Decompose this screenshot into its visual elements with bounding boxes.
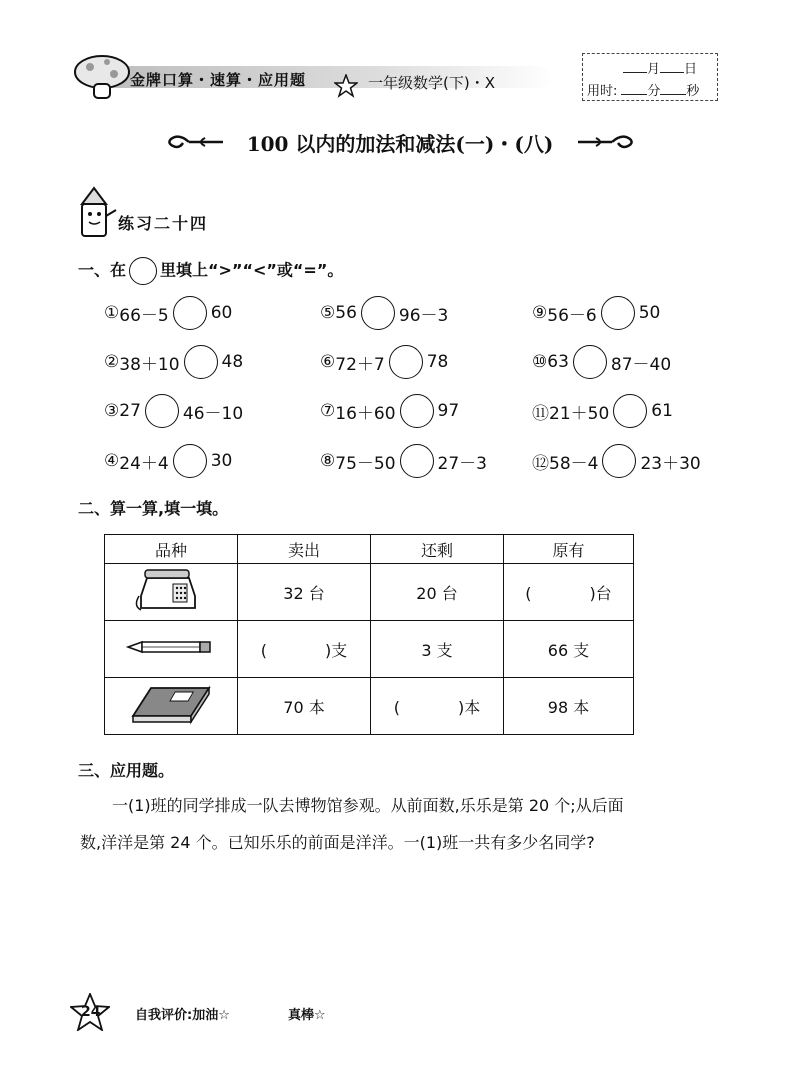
left-expression: 72＋7 bbox=[335, 354, 385, 375]
table-row bbox=[105, 678, 634, 735]
item-number: ⑫ bbox=[532, 453, 549, 474]
right-expression: 87－40 bbox=[610, 354, 672, 375]
problem-line-1: 一(1)班的同学排成一队去博物馆参观。从前面数,乐乐是第 20 个;从后面 bbox=[112, 796, 624, 815]
answer-circle[interactable] bbox=[601, 296, 635, 330]
page-number: 24 bbox=[81, 1004, 101, 1020]
brand-title: 金牌口算・速算・应用题 bbox=[130, 71, 307, 89]
left-expression: 21＋50 bbox=[549, 403, 610, 424]
right-expression: 97 bbox=[437, 401, 460, 421]
mushroom-icon bbox=[72, 52, 132, 106]
original-pencil: 66 支 bbox=[504, 621, 634, 678]
paren-open: ( bbox=[260, 640, 267, 660]
section2-heading: 二、算一算,填一填。 bbox=[78, 499, 229, 518]
right-expression: 27－3 bbox=[437, 453, 487, 474]
comparison-item bbox=[532, 296, 660, 330]
left-expression: 27 bbox=[119, 401, 141, 421]
item-number: ⑧ bbox=[320, 451, 336, 471]
left-expression: 58－4 bbox=[549, 453, 599, 474]
sold-phone: 32 台 bbox=[238, 564, 371, 621]
day-blank[interactable] bbox=[660, 60, 684, 73]
answer-circle[interactable] bbox=[184, 345, 218, 379]
sales-table bbox=[104, 534, 634, 735]
section1-label-a: 一、在 bbox=[78, 260, 127, 280]
right-expression: 48 bbox=[221, 352, 244, 372]
paren-close-unit: )本 bbox=[458, 697, 481, 717]
page-title: 100 以内的加法和减法(一)・(八) bbox=[246, 132, 554, 156]
paren-close-unit: )支 bbox=[325, 640, 348, 660]
notebook-icon bbox=[105, 678, 238, 735]
header-left: 还剩 bbox=[371, 535, 504, 564]
right-expression: 60 bbox=[210, 303, 233, 323]
header-original: 原有 bbox=[504, 535, 634, 564]
original-phone-blank[interactable] bbox=[504, 564, 634, 621]
left-expression: 75－50 bbox=[335, 453, 396, 474]
answer-circle[interactable] bbox=[573, 345, 607, 379]
section3-heading: 三、应用题。 bbox=[78, 761, 175, 780]
comparison-item bbox=[104, 394, 243, 428]
left-phone: 20 台 bbox=[371, 564, 504, 621]
sold-pencil-blank[interactable] bbox=[238, 621, 371, 678]
answer-circle[interactable] bbox=[145, 394, 179, 428]
item-number: ③ bbox=[104, 401, 120, 421]
great-label: 真棒☆ bbox=[288, 1008, 326, 1023]
paren-open: ( bbox=[393, 697, 400, 717]
item-number: ② bbox=[104, 352, 120, 372]
paren-open: ( bbox=[525, 583, 532, 603]
table-row bbox=[105, 621, 634, 678]
left-expression: 16＋60 bbox=[335, 403, 396, 424]
comparison-item bbox=[320, 296, 448, 330]
comparison-item bbox=[104, 296, 232, 330]
section1-label-b: 里填上“>”“<”或“=”。 bbox=[160, 260, 344, 280]
item-number: ⑥ bbox=[320, 352, 336, 372]
telephone-icon bbox=[105, 564, 238, 621]
answer-circle[interactable] bbox=[361, 296, 395, 330]
answer-circle[interactable] bbox=[400, 444, 434, 478]
item-number: ⑨ bbox=[532, 303, 548, 323]
minute-blank[interactable] bbox=[621, 82, 647, 95]
item-number: ⑩ bbox=[532, 352, 548, 372]
right-expression: 96－3 bbox=[398, 305, 449, 326]
item-number: ⑦ bbox=[320, 401, 336, 421]
comparison-item bbox=[320, 394, 459, 428]
second-label: 秒 bbox=[686, 84, 700, 99]
comparison-item bbox=[104, 345, 243, 379]
item-number: ⑪ bbox=[532, 403, 549, 424]
comparison-item bbox=[320, 444, 487, 478]
left-expression: 56 bbox=[335, 303, 357, 323]
left-notebook-blank[interactable] bbox=[371, 678, 504, 735]
pencil-icon bbox=[105, 621, 238, 678]
star-icon bbox=[334, 74, 358, 102]
left-expression: 38＋10 bbox=[119, 354, 180, 375]
month-blank[interactable] bbox=[623, 60, 647, 73]
date-time-box bbox=[582, 53, 718, 101]
right-expression: 50 bbox=[638, 303, 661, 323]
minute-label: 分 bbox=[647, 84, 661, 99]
sold-notebook: 70 本 bbox=[238, 678, 371, 735]
self-eval-label: 自我评价:加油☆ bbox=[135, 1008, 230, 1023]
answer-circle[interactable] bbox=[602, 444, 636, 478]
table-row bbox=[105, 564, 634, 621]
exercise-subtitle: 练习二十四 bbox=[118, 214, 209, 233]
comparison-item bbox=[532, 394, 673, 428]
problem-line-2: 数,洋洋是第 24 个。已知乐乐的前面是洋洋。一(1)班一共有多少名同学? bbox=[80, 833, 595, 852]
time-label: 用时: bbox=[587, 84, 618, 99]
paren-close-unit: )台 bbox=[589, 583, 612, 603]
right-expression: 46－10 bbox=[182, 403, 244, 424]
left-expression: 24＋4 bbox=[119, 453, 169, 474]
comparison-item bbox=[532, 444, 701, 478]
second-blank[interactable] bbox=[660, 82, 686, 95]
left-expression: 56－6 bbox=[547, 305, 597, 326]
right-expression: 23＋30 bbox=[640, 453, 701, 474]
right-expression: 78 bbox=[426, 352, 449, 372]
item-number: ⑤ bbox=[320, 303, 336, 323]
section1-heading bbox=[78, 257, 343, 285]
day-label: 日 bbox=[684, 62, 698, 77]
right-expression: 61 bbox=[651, 401, 673, 421]
circle-example bbox=[129, 257, 157, 285]
month-label: 月 bbox=[647, 62, 661, 77]
grade-label: 一年级数学(下)・X bbox=[368, 74, 495, 92]
comparison-item bbox=[104, 444, 232, 478]
comparison-item bbox=[320, 345, 448, 379]
right-expression: 30 bbox=[210, 451, 233, 471]
header-sold: 卖出 bbox=[238, 535, 371, 564]
header-item: 品种 bbox=[105, 535, 238, 564]
table-header-row bbox=[105, 535, 634, 564]
original-notebook: 98 本 bbox=[504, 678, 634, 735]
item-number: ① bbox=[104, 303, 120, 323]
left-pencil: 3 支 bbox=[371, 621, 504, 678]
item-number: ④ bbox=[104, 451, 120, 471]
left-expression: 63 bbox=[547, 352, 569, 372]
answer-circle[interactable] bbox=[173, 444, 207, 478]
answer-circle[interactable] bbox=[173, 296, 207, 330]
answer-circle[interactable] bbox=[613, 394, 647, 428]
left-expression: 66－5 bbox=[119, 305, 169, 326]
title-ornament-right bbox=[576, 131, 636, 157]
answer-circle[interactable] bbox=[400, 394, 434, 428]
pencil-mascot-icon bbox=[74, 186, 118, 246]
answer-circle[interactable] bbox=[389, 345, 423, 379]
comparison-item bbox=[532, 345, 671, 379]
